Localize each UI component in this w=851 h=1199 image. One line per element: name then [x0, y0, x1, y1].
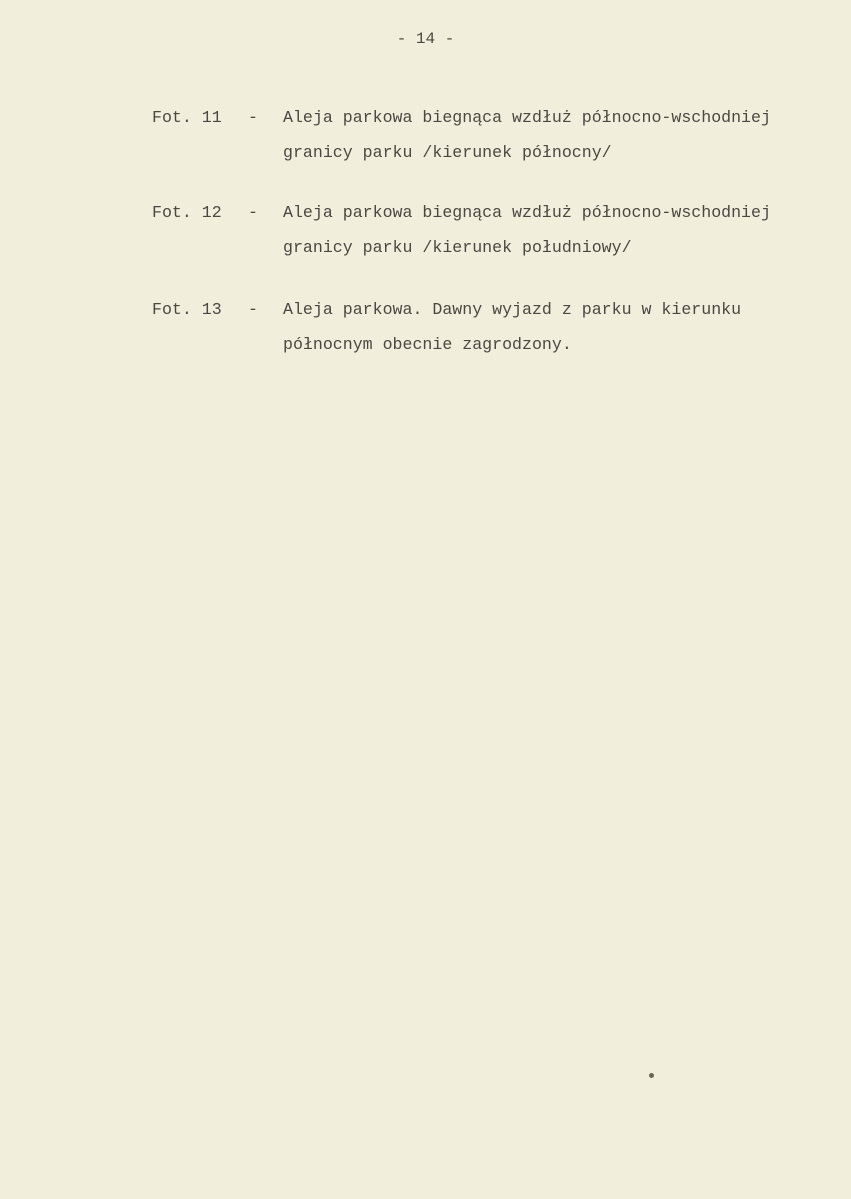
- caption-text: [283, 195, 771, 265]
- caption-line: granicy parku /kierunek północny/: [283, 143, 612, 162]
- caption-line: Aleja parkowa. Dawny wyjazd z parku w kierunku: [283, 300, 742, 319]
- caption-text: [283, 292, 741, 362]
- caption-text: [283, 100, 771, 170]
- paper-speck: [649, 1073, 654, 1078]
- caption-line: granicy parku /kierunek południowy/: [283, 238, 632, 257]
- photo-label: Fot. 11: [152, 108, 222, 127]
- dash: -: [248, 203, 258, 222]
- caption-line: Aleja parkowa biegnąca wzdłuż północno-wschodniej: [283, 203, 771, 222]
- photo-label: Fot. 13: [152, 300, 222, 319]
- dash: -: [248, 108, 258, 127]
- dash: -: [248, 300, 258, 319]
- page-number: - 14 -: [396, 30, 455, 48]
- photo-label: Fot. 12: [152, 203, 222, 222]
- caption-line: północnym obecnie zagrodzony.: [283, 335, 572, 354]
- caption-line: Aleja parkowa biegnąca wzdłuż północno-wschodniej: [283, 108, 771, 127]
